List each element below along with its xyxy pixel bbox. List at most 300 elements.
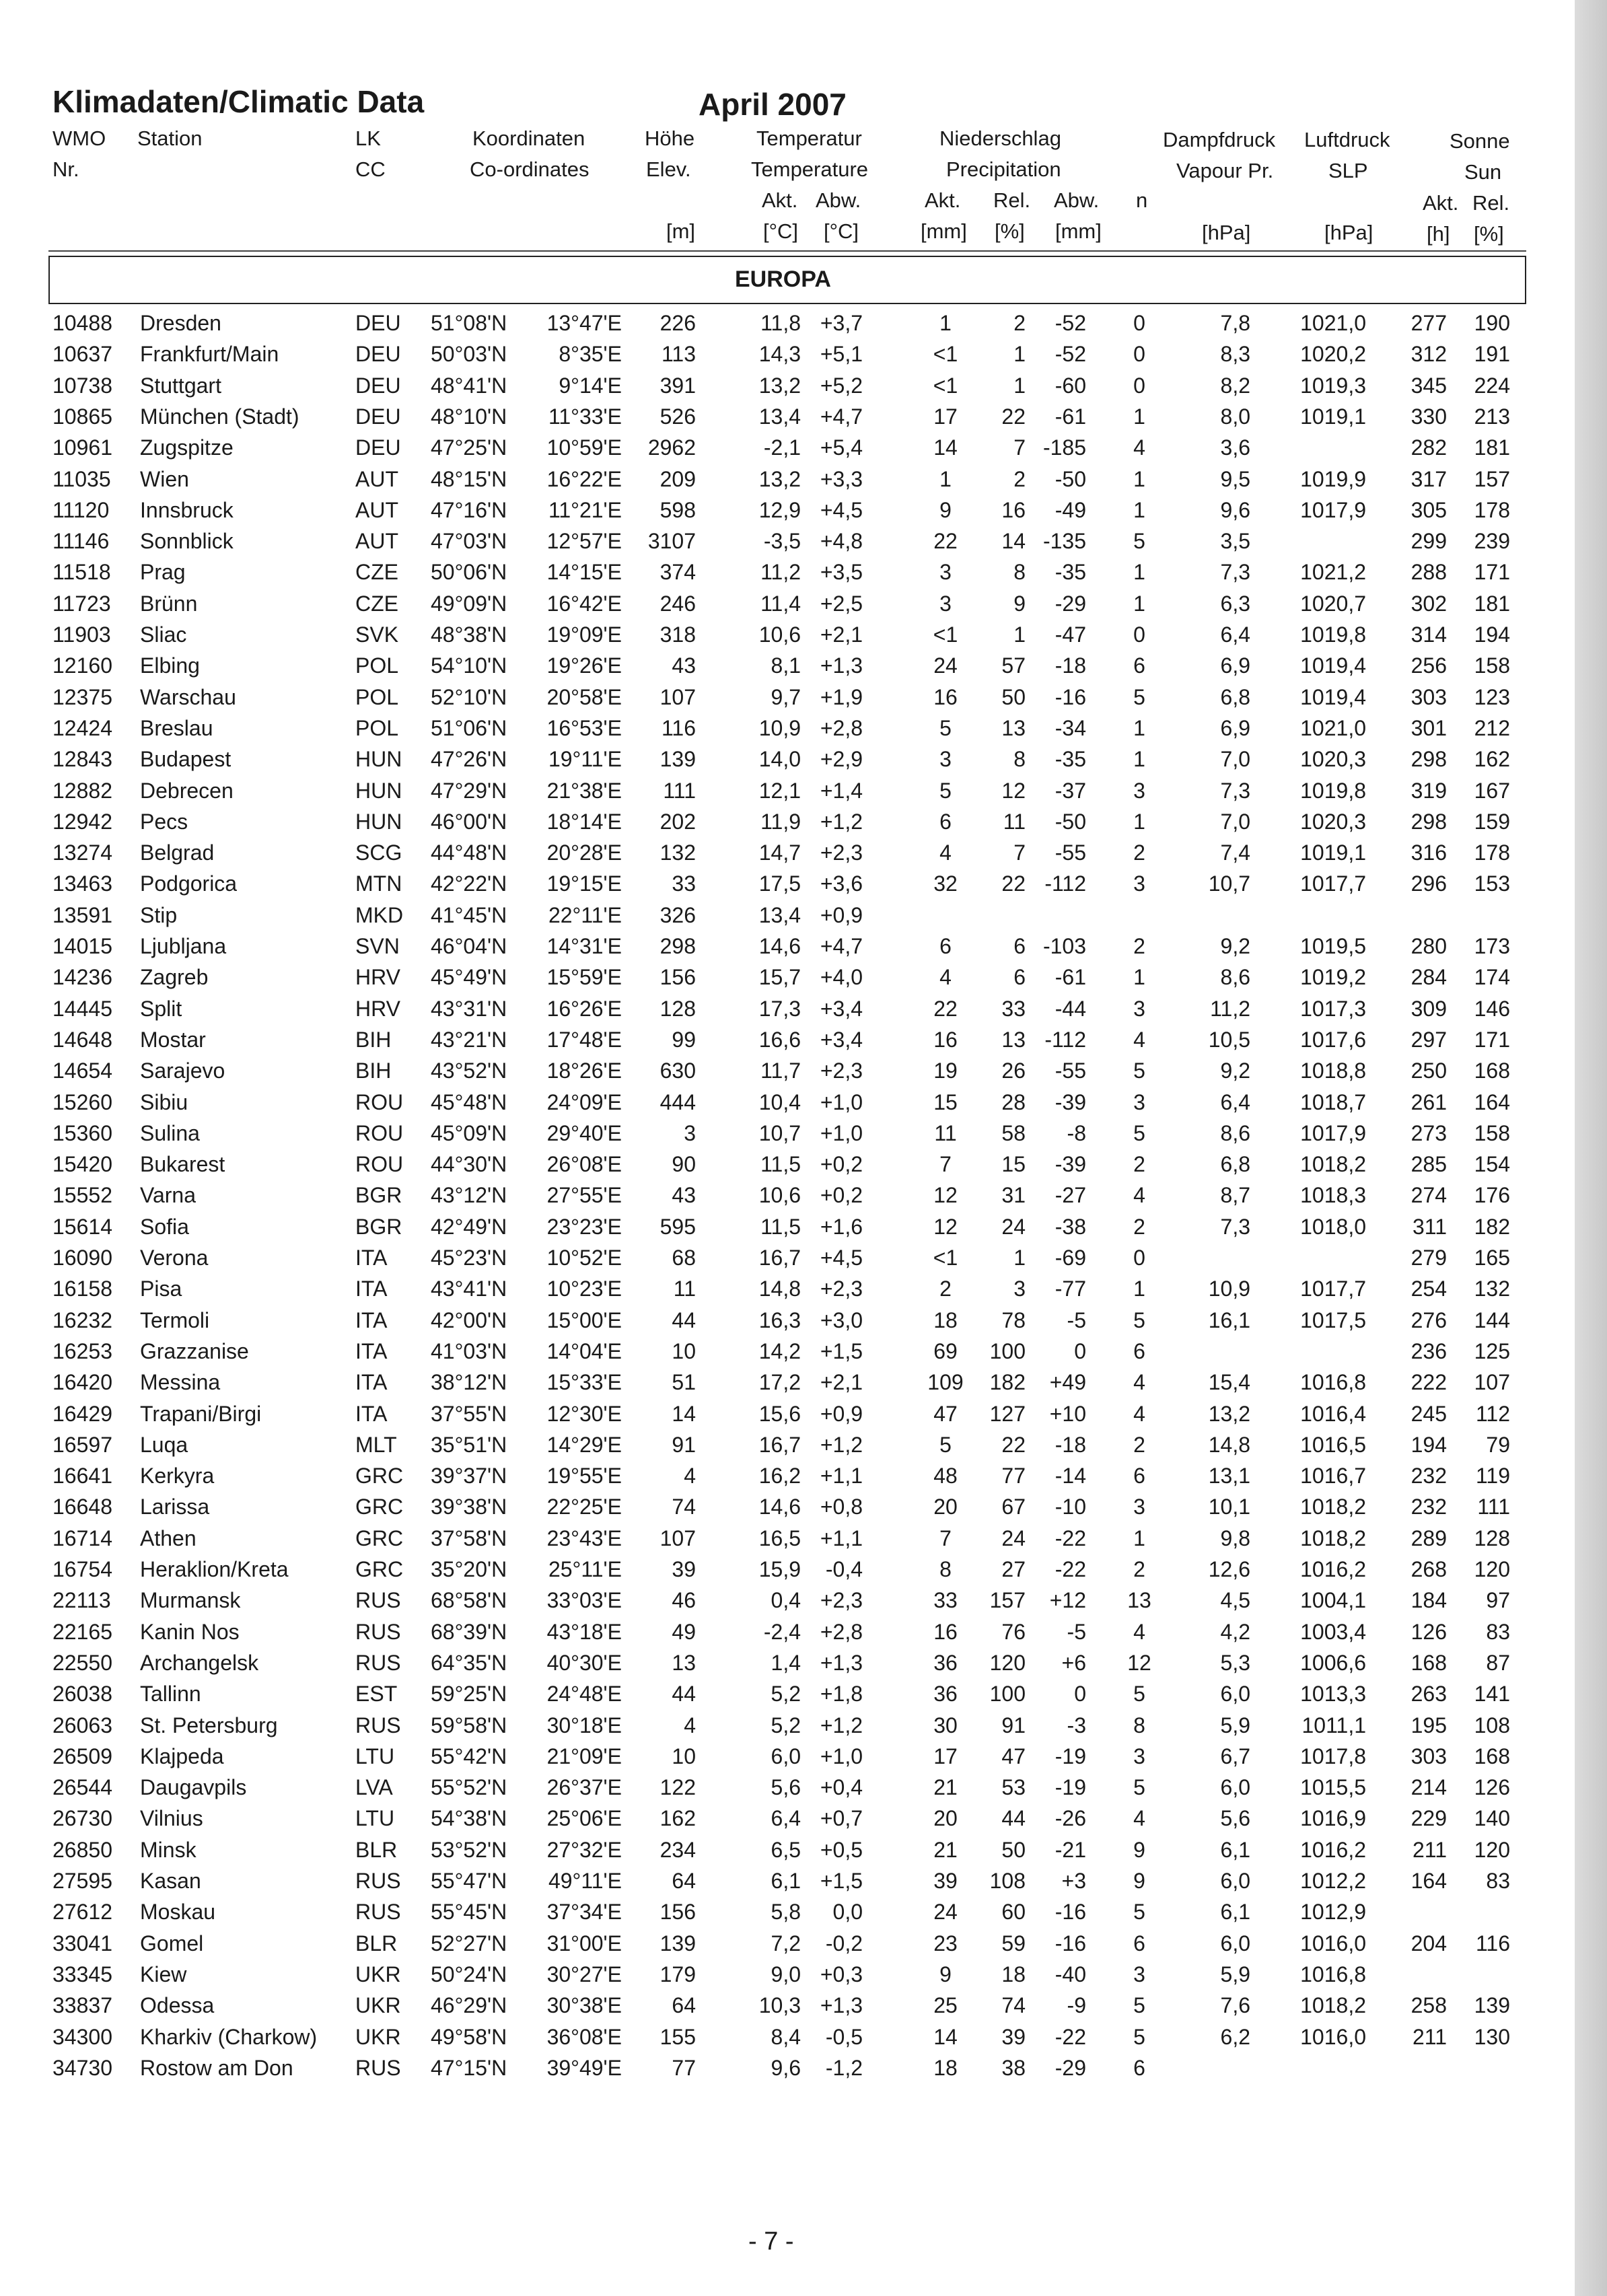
cell-vapour: 8,0 (1220, 404, 1250, 429)
cell-slp: 1017,7 (1300, 871, 1366, 896)
cell-vapour: 12,6 (1208, 1557, 1250, 1581)
cell-station: Tallinn (140, 1682, 201, 1707)
cell-prec: 5 (939, 1432, 952, 1457)
cell-cc: ROU (355, 1152, 404, 1177)
cell-station: Dresden (140, 311, 221, 335)
cell-prec-days: 2 (1133, 1152, 1145, 1177)
cell-temp: 10,3 (758, 1993, 801, 2018)
cell-temp-anomaly: +1,3 (820, 1650, 863, 1675)
cell-station: München (Stadt) (140, 404, 299, 429)
cell-prec: 21 (933, 1775, 958, 1800)
cell-slp: 1017,5 (1300, 1307, 1366, 1332)
cell-wmo: 15614 (52, 1214, 112, 1239)
cell-prec: 22 (933, 529, 958, 554)
cell-temp: 16,3 (758, 1307, 801, 1332)
cell-elevation: 90 (672, 1152, 696, 1177)
cell-longitude: 26°37'E (546, 1775, 622, 1800)
cell-slp: 1019,1 (1300, 404, 1366, 429)
cell-temp-anomaly: +0,2 (820, 1183, 863, 1208)
cell-latitude: 43°41'N (431, 1277, 507, 1301)
cell-prec-days: 3 (1133, 1089, 1145, 1114)
cell-station: Klajpeda (140, 1744, 224, 1768)
cell-prec-anomaly: -26 (1055, 1806, 1086, 1831)
cell-vapour: 10,7 (1208, 871, 1250, 896)
cell-elevation: 107 (659, 684, 696, 709)
cell-prec: 109 (927, 1370, 964, 1395)
cell-temp: 10,6 (758, 1183, 801, 1208)
cell-cc: DEU (355, 404, 401, 429)
cell-prec-days: 1 (1133, 715, 1145, 740)
cell-prec: 20 (933, 1495, 958, 1519)
cell-prec-rel: 100 (989, 1682, 1026, 1707)
header-lk: LK (355, 127, 381, 150)
cell-prec-anomaly: -112 (1044, 1027, 1086, 1052)
cell-prec: 5 (939, 778, 952, 803)
cell-wmo: 22550 (52, 1650, 112, 1675)
cell-slp: 1019,9 (1300, 466, 1366, 491)
cell-temp: 10,4 (758, 1089, 801, 1114)
cell-longitude: 12°57'E (546, 529, 622, 554)
cell-prec-anomaly: +10 (1049, 1401, 1086, 1426)
cell-sun: 214 (1410, 1775, 1447, 1800)
cell-latitude: 53°52'N (431, 1837, 507, 1862)
cell-elevation: 4 (684, 1713, 696, 1737)
cell-longitude: 19°55'E (546, 1464, 622, 1488)
cell-station: Verona (140, 1246, 209, 1270)
cell-vapour: 7,0 (1220, 747, 1250, 772)
cell-longitude: 19°15'E (546, 871, 622, 896)
cell-temp: 14,7 (758, 840, 801, 865)
cell-wmo: 26509 (52, 1744, 112, 1768)
cell-sun: 319 (1410, 778, 1447, 803)
header-prec-n: n (1136, 188, 1148, 212)
header-prec-akt: Akt. (925, 188, 961, 212)
cell-vapour: 6,7 (1220, 1744, 1250, 1768)
cell-prec-anomaly: +6 (1061, 1650, 1086, 1675)
cell-prec: 39 (933, 1869, 958, 1893)
header-hoehe: Höhe (645, 127, 695, 150)
cell-prec-days: 4 (1133, 1806, 1145, 1831)
cell-slp: 1018,0 (1300, 1214, 1366, 1239)
cell-wmo: 14648 (52, 1027, 112, 1052)
cell-prec-days: 1 (1133, 1277, 1145, 1301)
cell-sun: 299 (1410, 529, 1447, 554)
cell-wmo: 12160 (52, 653, 112, 678)
cell-prec-anomaly: -22 (1055, 1557, 1086, 1581)
cell-prec-anomaly: -39 (1055, 1152, 1086, 1177)
cell-prec-anomaly: -16 (1055, 1900, 1086, 1925)
cell-cc: GRC (355, 1464, 404, 1488)
cell-temp: 11,9 (760, 809, 801, 834)
cell-prec-rel: 1 (1013, 1246, 1026, 1270)
cell-vapour: 6,1 (1220, 1900, 1250, 1925)
header-elev-unit: [m] (666, 219, 696, 243)
cell-wmo: 26850 (52, 1837, 112, 1862)
cell-prec-days: 1 (1133, 1526, 1145, 1550)
cell-cc: RUS (355, 2055, 401, 2080)
cell-longitude: 16°26'E (546, 996, 622, 1021)
cell-temp: 11,2 (760, 560, 801, 585)
header-sonne: Sonne (1450, 129, 1510, 153)
cell-longitude: 37°34'E (546, 1900, 622, 1925)
cell-latitude: 47°26'N (431, 747, 507, 772)
header-prec-unit-akt: [mm] (921, 219, 967, 243)
cell-wmo: 26038 (52, 1682, 112, 1707)
cell-prec-rel: 8 (1013, 747, 1026, 772)
cell-sun: 301 (1410, 715, 1447, 740)
cell-sun-rel: 158 (1474, 653, 1510, 678)
cell-longitude: 26°08'E (546, 1152, 622, 1177)
cell-wmo: 16714 (52, 1526, 112, 1550)
cell-temp: 12,1 (758, 778, 801, 803)
cell-prec: 47 (933, 1401, 958, 1426)
cell-latitude: 47°15'N (431, 2055, 507, 2080)
cell-station: Elbing (140, 653, 200, 678)
cell-elevation: 39 (672, 1557, 696, 1581)
cell-prec-days: 3 (1133, 996, 1145, 1021)
cell-prec-rel: 15 (1001, 1152, 1026, 1177)
cell-prec-rel: 67 (1001, 1495, 1026, 1519)
header-luftdruck: Luftdruck (1304, 128, 1390, 151)
cell-prec: 16 (933, 1027, 958, 1052)
cell-slp: 1012,9 (1300, 1900, 1366, 1925)
cell-vapour: 6,1 (1220, 1837, 1250, 1862)
cell-temp-anomaly: +1,3 (820, 653, 863, 678)
cell-sun: 254 (1410, 1277, 1447, 1301)
cell-station: Sulina (140, 1120, 200, 1145)
cell-elevation: 122 (659, 1775, 696, 1800)
cell-prec: 33 (933, 1588, 958, 1613)
cell-prec-rel: 50 (1001, 684, 1026, 709)
cell-cc: BLR (355, 1931, 398, 1956)
header-coordinates: Co-ordinates (470, 157, 590, 181)
cell-station: Daugavpils (140, 1775, 247, 1800)
cell-wmo: 22113 (52, 1588, 111, 1613)
cell-cc: ROU (355, 1120, 404, 1145)
cell-vapour: 15,4 (1208, 1370, 1250, 1395)
cell-sun-rel: 181 (1474, 435, 1510, 460)
cell-prec-days: 2 (1133, 840, 1145, 865)
cell-temp-anomaly: +3,3 (820, 466, 863, 491)
cell-longitude: 16°22'E (546, 466, 622, 491)
cell-slp: 1017,7 (1300, 1277, 1366, 1301)
cell-slp: 1016,9 (1300, 1806, 1366, 1831)
cell-prec-rel: 78 (1001, 1307, 1026, 1332)
cell-temp: 13,2 (758, 466, 801, 491)
cell-slp: 1019,3 (1300, 373, 1366, 398)
cell-wmo: 26063 (52, 1713, 112, 1737)
cell-vapour: 4,5 (1220, 1588, 1250, 1613)
cell-vapour: 10,5 (1208, 1027, 1250, 1052)
cell-slp: 1017,9 (1300, 1120, 1366, 1145)
cell-wmo: 14445 (52, 996, 112, 1021)
cell-temp-anomaly: +1,6 (820, 1214, 863, 1239)
cell-longitude: 24°48'E (546, 1682, 622, 1707)
cell-slp: 1017,3 (1300, 996, 1366, 1021)
cell-sun: 282 (1410, 435, 1447, 460)
cell-longitude: 27°32'E (546, 1837, 622, 1862)
cell-temp: 8,4 (771, 2024, 801, 2049)
cell-prec: 14 (933, 2024, 958, 2049)
cell-vapour: 13,1 (1208, 1464, 1250, 1488)
cell-prec: 16 (933, 684, 958, 709)
cell-prec-rel: 1 (1013, 342, 1026, 367)
cell-wmo: 11035 (52, 466, 111, 491)
cell-prec-rel: 108 (989, 1869, 1026, 1893)
cell-temp: 0,4 (771, 1588, 801, 1613)
cell-prec-days: 2 (1133, 1214, 1145, 1239)
cell-latitude: 42°49'N (431, 1214, 507, 1239)
cell-temp-anomaly: +1,0 (820, 1744, 863, 1768)
cell-elevation: 44 (672, 1307, 696, 1332)
cell-longitude: 30°27'E (546, 1962, 622, 1986)
cell-sun: 284 (1410, 965, 1447, 990)
cell-temp: 11,7 (760, 1059, 801, 1083)
region-label: EUROPA (735, 266, 831, 292)
cell-sun: 164 (1410, 1869, 1447, 1893)
cell-longitude: 22°11'E (548, 902, 622, 927)
cell-elevation: 3107 (647, 529, 696, 554)
cell-prec-days: 4 (1133, 435, 1145, 460)
cell-elevation: 4 (684, 1464, 696, 1488)
cell-sun-rel: 87 (1486, 1650, 1510, 1675)
cell-prec-days: 4 (1133, 1401, 1145, 1426)
cell-temp-anomaly: +0,2 (820, 1152, 863, 1177)
cell-elevation: 113 (661, 342, 696, 367)
cell-prec-rel: 77 (1001, 1464, 1026, 1488)
cell-prec: 3 (939, 747, 952, 772)
cell-temp-anomaly: -1,2 (825, 2055, 863, 2080)
cell-station: Moskau (140, 1900, 216, 1925)
cell-station: Minsk (140, 1837, 197, 1862)
cell-prec-anomaly: -55 (1055, 840, 1086, 865)
cell-prec-rel: 24 (1001, 1214, 1026, 1239)
cell-temp: 16,6 (758, 1027, 801, 1052)
cell-slp: 1018,7 (1300, 1089, 1366, 1114)
cell-cc: DEU (355, 435, 401, 460)
cell-temp-anomaly: +1,4 (820, 778, 863, 803)
cell-slp: 1016,4 (1300, 1401, 1366, 1426)
cell-elevation: 226 (659, 311, 696, 335)
cell-sun: 274 (1410, 1183, 1447, 1208)
cell-cc: ITA (355, 1277, 388, 1301)
cell-longitude: 21°09'E (546, 1744, 622, 1768)
cell-prec-days: 3 (1133, 1495, 1145, 1519)
cell-sun: 302 (1410, 591, 1447, 616)
cell-temp: 6,1 (771, 1869, 801, 1893)
cell-station: Brünn (140, 591, 198, 616)
cell-elevation: 234 (659, 1837, 696, 1862)
cell-cc: POL (355, 684, 399, 709)
cell-prec: 3 (939, 591, 952, 616)
cell-vapour: 8,6 (1220, 1120, 1250, 1145)
cell-elevation: 111 (663, 778, 696, 803)
cell-prec-rel: 127 (989, 1401, 1026, 1426)
cell-prec: 6 (939, 934, 952, 958)
cell-sun-rel: 168 (1474, 1744, 1510, 1768)
cell-temp: 17,2 (758, 1370, 801, 1395)
cell-sun-rel: 182 (1474, 1214, 1510, 1239)
cell-wmo: 10865 (52, 404, 112, 429)
cell-elevation: 107 (659, 1526, 696, 1550)
cell-vapour: 9,8 (1220, 1526, 1250, 1550)
cell-prec-rel: 53 (1001, 1775, 1026, 1800)
cell-latitude: 44°30'N (431, 1152, 507, 1177)
cell-wmo: 10637 (52, 342, 112, 367)
cell-longitude: 12°30'E (546, 1401, 622, 1426)
cell-elevation: 132 (659, 840, 696, 865)
cell-prec-days: 5 (1133, 1059, 1145, 1083)
cell-longitude: 8°35'E (559, 342, 622, 367)
cell-prec: 1 (939, 311, 952, 335)
cell-slp: 1016,5 (1300, 1432, 1366, 1457)
cell-station: Grazzanise (140, 1338, 249, 1363)
cell-station: Budapest (140, 747, 231, 772)
cell-prec-days: 0 (1133, 1246, 1145, 1270)
cell-station: Wien (140, 466, 189, 491)
cell-prec: 18 (933, 1307, 958, 1332)
cell-elevation: 10 (672, 1338, 696, 1363)
cell-cc: SVN (355, 934, 400, 958)
cell-longitude: 30°18'E (546, 1713, 622, 1737)
cell-longitude: 19°09'E (546, 622, 622, 647)
cell-longitude: 15°33'E (546, 1370, 622, 1395)
cell-longitude: 20°28'E (546, 840, 622, 865)
cell-latitude: 59°25'N (431, 1682, 507, 1707)
cell-slp: 1006,6 (1300, 1650, 1366, 1675)
cell-prec: 24 (933, 653, 958, 678)
cell-prec-anomaly: -69 (1055, 1246, 1086, 1270)
cell-sun: 211 (1412, 1837, 1447, 1862)
cell-sun-rel: 128 (1474, 1526, 1510, 1550)
cell-prec-days: 12 (1127, 1650, 1151, 1675)
cell-sun-rel: 165 (1474, 1246, 1510, 1270)
cell-prec-rel: 28 (1001, 1089, 1026, 1114)
cell-vapour: 4,2 (1220, 1619, 1250, 1644)
cell-prec-anomaly: -37 (1055, 778, 1086, 803)
cell-elevation: 43 (672, 1183, 696, 1208)
cell-cc: ITA (355, 1338, 388, 1363)
cell-sun-rel: 123 (1474, 684, 1510, 709)
cell-temp-anomaly: +0,8 (820, 1495, 863, 1519)
cell-temp-anomaly: +0,9 (820, 1401, 863, 1426)
cell-prec-days: 5 (1133, 1993, 1145, 2018)
cell-wmo: 16648 (52, 1495, 112, 1519)
cell-cc: HRV (355, 996, 400, 1021)
cell-station: Kiew (140, 1962, 187, 1986)
cell-longitude: 24°09'E (546, 1089, 622, 1114)
cell-prec-days: 6 (1133, 2055, 1145, 2080)
cell-prec: 14 (933, 435, 958, 460)
cell-prec: 9 (939, 497, 952, 522)
cell-prec-anomaly: -112 (1044, 871, 1086, 896)
cell-temp: 7,2 (771, 1931, 801, 1956)
cell-elevation: 246 (659, 591, 696, 616)
cell-sun: 273 (1410, 1120, 1447, 1145)
cell-prec: 48 (933, 1464, 958, 1488)
cell-elevation: 209 (659, 466, 696, 491)
cell-longitude: 10°59'E (546, 435, 622, 460)
cell-slp: 1019,8 (1300, 622, 1366, 647)
cell-elevation: 49 (672, 1619, 696, 1644)
header-sun-unit-akt: [h] (1427, 222, 1450, 246)
cell-vapour: 11,2 (1210, 996, 1250, 1021)
cell-station: Murmansk (140, 1588, 241, 1613)
cell-prec-rel: 3 (1013, 1277, 1026, 1301)
cell-sun: 195 (1410, 1713, 1447, 1737)
cell-longitude: 15°59'E (546, 965, 622, 990)
cell-prec-rel: 8 (1013, 560, 1026, 585)
cell-elevation: 99 (672, 1027, 696, 1052)
header-sun-akt: Akt. (1423, 191, 1459, 215)
cell-sun-rel: 164 (1474, 1089, 1510, 1114)
cell-temp: 13,2 (758, 373, 801, 398)
cell-temp-anomaly: +2,3 (820, 1588, 863, 1613)
cell-temp-anomaly: +4,7 (820, 404, 863, 429)
cell-wmo: 10961 (52, 435, 112, 460)
cell-elevation: 444 (659, 1089, 696, 1114)
cell-cc: HUN (355, 747, 402, 772)
cell-slp: 1016,0 (1300, 2024, 1366, 2049)
cell-prec-rel: 157 (989, 1588, 1026, 1613)
cell-temp-anomaly: +5,4 (820, 435, 863, 460)
cell-elevation: 77 (672, 2055, 696, 2080)
cell-prec: 18 (933, 2055, 958, 2080)
cell-prec-days: 4 (1133, 1370, 1145, 1395)
header-prec-abw: Abw. (1054, 188, 1100, 212)
cell-prec: 69 (933, 1338, 958, 1363)
cell-sun: 258 (1410, 1993, 1447, 2018)
cell-vapour: 6,2 (1220, 2024, 1250, 2049)
cell-prec: 4 (939, 965, 952, 990)
cell-prec-days: 2 (1133, 1432, 1145, 1457)
cell-longitude: 16°42'E (546, 591, 622, 616)
cell-station: Split (140, 996, 182, 1021)
cell-longitude: 14°15'E (546, 560, 622, 585)
cell-elevation: 3 (684, 1120, 696, 1145)
cell-station: Vilnius (140, 1806, 203, 1831)
cell-prec-rel: 14 (1001, 529, 1026, 554)
cell-prec: 8 (939, 1557, 952, 1581)
cell-slp: 1019,1 (1300, 840, 1366, 865)
cell-temp: 5,8 (771, 1900, 801, 1925)
cell-cc: SCG (355, 840, 402, 865)
cell-prec-days: 2 (1133, 934, 1145, 958)
cell-station: Stip (140, 902, 178, 927)
cell-prec-days: 5 (1133, 1307, 1145, 1332)
cell-wmo: 16232 (52, 1307, 112, 1332)
cell-latitude: 44°48'N (431, 840, 507, 865)
cell-temp-anomaly: -0,5 (825, 2024, 863, 2049)
cell-temp-anomaly: +2,3 (820, 840, 863, 865)
cell-temp: 14,8 (758, 1277, 801, 1301)
cell-temp: 5,2 (771, 1682, 801, 1707)
cell-latitude: 45°09'N (431, 1120, 507, 1145)
cell-wmo: 34300 (52, 2024, 112, 2049)
cell-sun: 280 (1410, 934, 1447, 958)
cell-elevation: 33 (672, 871, 696, 896)
cell-temp-anomaly: +2,8 (820, 1619, 863, 1644)
cell-vapour: 7,0 (1220, 809, 1250, 834)
cell-prec-days: 3 (1133, 1744, 1145, 1768)
cell-latitude: 55°45'N (431, 1900, 507, 1925)
cell-temp: 5,6 (771, 1775, 801, 1800)
cell-prec-rel: 12 (1001, 778, 1026, 803)
header-temperatur: Temperatur (756, 127, 862, 150)
cell-latitude: 45°48'N (431, 1089, 507, 1114)
cell-sun-rel: 141 (1474, 1682, 1510, 1707)
cell-sun: 297 (1410, 1027, 1447, 1052)
